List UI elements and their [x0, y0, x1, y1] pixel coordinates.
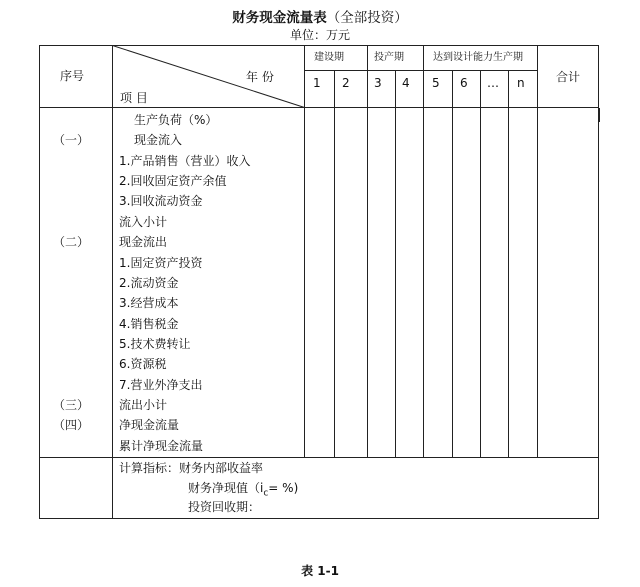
unit-label: 单位：万元 — [289, 28, 350, 42]
row-item: 流入小计 — [119, 215, 168, 229]
row-item: 3.回收流动资金 — [119, 194, 203, 208]
row-item: 3.经营成本 — [119, 296, 179, 310]
period-production: 投产期 — [374, 52, 404, 63]
row-item: 6.资源税 — [119, 357, 167, 371]
row-item: 净现金流量 — [119, 418, 180, 432]
footer-npv-sub: c — [263, 488, 269, 499]
title-paren: （全部投资） — [326, 10, 408, 26]
row-seq: （四） — [53, 418, 90, 432]
row-item: 5.技术费转让 — [119, 337, 191, 351]
year-4: 4 — [402, 76, 410, 90]
row-item: 生产负荷（%） — [134, 113, 218, 127]
row-item: 现金流入 — [134, 133, 183, 147]
row-seq: （一） — [53, 133, 90, 147]
footer-npv — [188, 481, 298, 500]
row-item: 2.流动资金 — [119, 276, 179, 290]
table-caption: 表 1-1 — [301, 564, 339, 578]
row-item: 7.营业外净支出 — [119, 378, 203, 392]
title-main: 财务现金流量表 — [232, 10, 327, 26]
row-item: 流出小计 — [119, 398, 168, 412]
year-3: 3 — [374, 76, 382, 90]
period-construction: 建设期 — [314, 52, 344, 63]
footer-indicators: 计算指标：财务内部收益率 — [119, 461, 264, 475]
row-item: 1.固定资产投资 — [119, 256, 203, 270]
text-cursor — [598, 108, 600, 122]
year-1: 1 — [313, 76, 321, 90]
row-seq: （三） — [53, 398, 90, 412]
period-capacity: 达到设计能力生产期 — [433, 52, 523, 63]
row-item: 1.产品销售（营业）收入 — [119, 154, 251, 168]
row-item: 2.回收固定资产余值 — [119, 174, 227, 188]
year-5: 5 — [432, 76, 440, 90]
year-ellipsis: … — [487, 76, 499, 90]
year-n: n — [517, 76, 525, 90]
header-year: 年 份 — [246, 70, 274, 84]
row-item: 4.销售税金 — [119, 317, 179, 331]
row-item: 累计净现金流量 — [119, 439, 204, 453]
header-total: 合计 — [556, 70, 581, 84]
footer-npv-suffix: = %) — [268, 481, 299, 495]
footer-payback: 投资回收期： — [188, 500, 261, 514]
year-6: 6 — [460, 76, 468, 90]
header-seq: 序号 — [60, 69, 85, 83]
footer-npv-prefix: 财务净现值（i — [188, 481, 264, 495]
row-seq: （二） — [53, 235, 90, 249]
year-2: 2 — [342, 76, 350, 90]
header-item: 项 目 — [120, 91, 148, 105]
row-item: 现金流出 — [119, 235, 168, 249]
